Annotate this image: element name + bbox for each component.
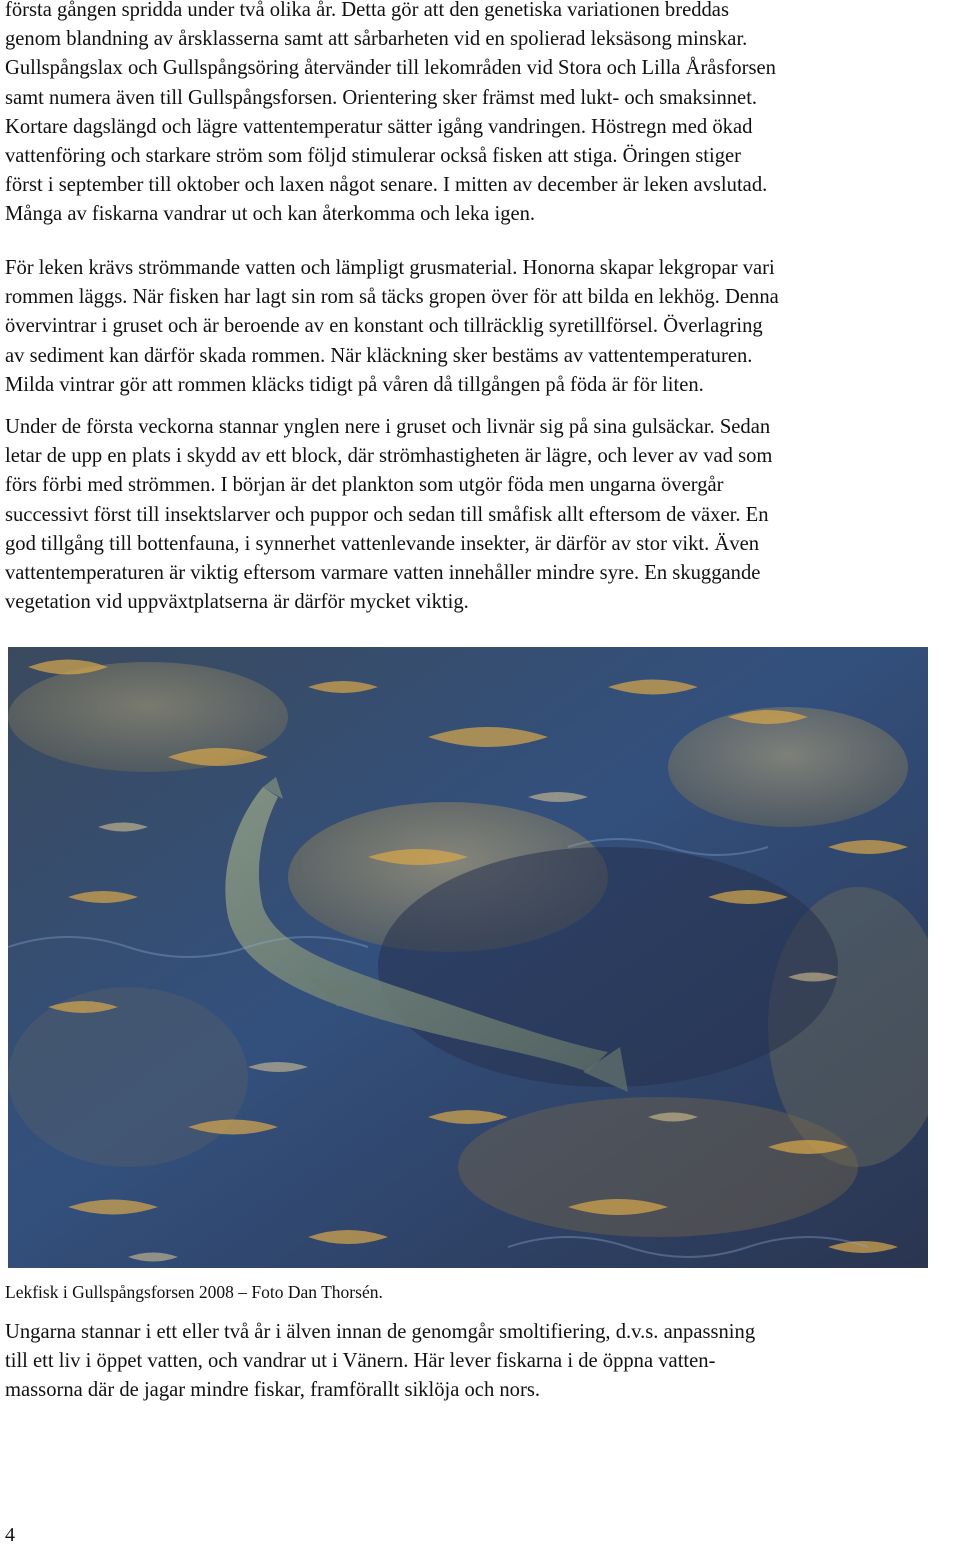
text-line: till ett liv i öppet vatten, och vandrar ut i Vänern. Här lever fiskarna i de öppna vatten- — [5, 1350, 716, 1373]
text-line: samt numera även till Gullspångsforsen. Orientering sker främst med lukt- och smaksinnet. — [5, 86, 758, 109]
text-line: genom blandning av årsklasserna samt att sårbarheten vid en spolierad leksäsong minskar. — [5, 28, 748, 51]
spawning-fish-photo — [8, 647, 928, 1268]
text-line: För leken krävs strömmande vatten och lämpligt grusmaterial. Honorna skapar lekgropar vari — [5, 257, 775, 279]
text-line: vattenföring och starkare ström som följd stimulerar också fisken att stiga. Öringen stiger — [5, 145, 742, 168]
text-line: Milda vintrar gör att rommen kläcks tidigt på våren då tillgången på föda är för liten. — [5, 373, 704, 396]
text-line: god tillgång till bottenfauna, i synnerhet vattenlevande insekter, är därför av stor vikt. Även — [5, 532, 760, 555]
paragraph-fry-development — [5, 413, 957, 617]
text-line: Kortare dagslängd och lägre vattentemperatur sätter igång vandringen. Höstregn med ökad — [5, 115, 753, 138]
text-line: Gullspångslax och Gullspångsöring återvänder till lekområden vid Stora och Lilla Åråsforsen — [5, 57, 776, 80]
text-line: rommen läggs. När fisken har lagt sin rom så täcks gropen över för att bilda en lekhög. Denna — [5, 286, 779, 309]
text-line: vattentemperaturen är viktig eftersom varmare vatten innehåller mindre syre. En skuggande — [5, 562, 761, 585]
text-line: successivt först till insektslarver och puppor och sedan till småfisk allt eftersom de växer. En — [5, 503, 769, 526]
photo-caption: Lekfisk i Gullspångsforsen 2008 – Foto Dan Thorsén. — [5, 1282, 383, 1302]
text-line: vegetation vid uppväxtplatserna är därför mycket viktig. — [5, 591, 469, 614]
paragraph-spawning-requirements — [5, 254, 957, 400]
text-line: första gången spridda under två olika år. Detta gör att den genetiska variationen breddas — [5, 0, 729, 21]
text-line: först i september till oktober och laxen något senare. I mitten av december är leken avslutad. — [5, 174, 768, 197]
text-line: massorna där de jagar mindre fiskar, framförallt siklöja och nors. — [5, 1379, 541, 1402]
text-line: Ungarna stannar i ett eller två år i älven innan de genomgår smoltifiering, d.v.s. anpassning — [5, 1321, 756, 1343]
text-line: övervintrar i gruset och är beroende av en konstant och tillräcklig syretillförsel. Överlagring — [5, 315, 763, 338]
text-line: Många av fiskarna vandrar ut och kan återkomma och leka igen. — [5, 203, 536, 226]
page-number: 4 — [5, 1524, 15, 1546]
paragraph-spawning-migration — [5, 0, 957, 230]
text-line: förs förbi med strömmen. I början är det plankton som utgör föda men ungarna övergår — [5, 474, 724, 497]
paragraph-smoltification — [5, 1318, 957, 1406]
text-line: av sediment kan därför skada rommen. När kläckning sker bestäms av vattentemperaturen. — [5, 344, 753, 367]
text-line: letar de upp en plats i skydd av ett block, där strömhastigheten är lägre, och lever av vad som — [5, 445, 773, 468]
text-line: Under de första veckorna stannar ynglen nere i gruset och livnär sig på sina gulsäckar. Sedan — [5, 416, 771, 438]
